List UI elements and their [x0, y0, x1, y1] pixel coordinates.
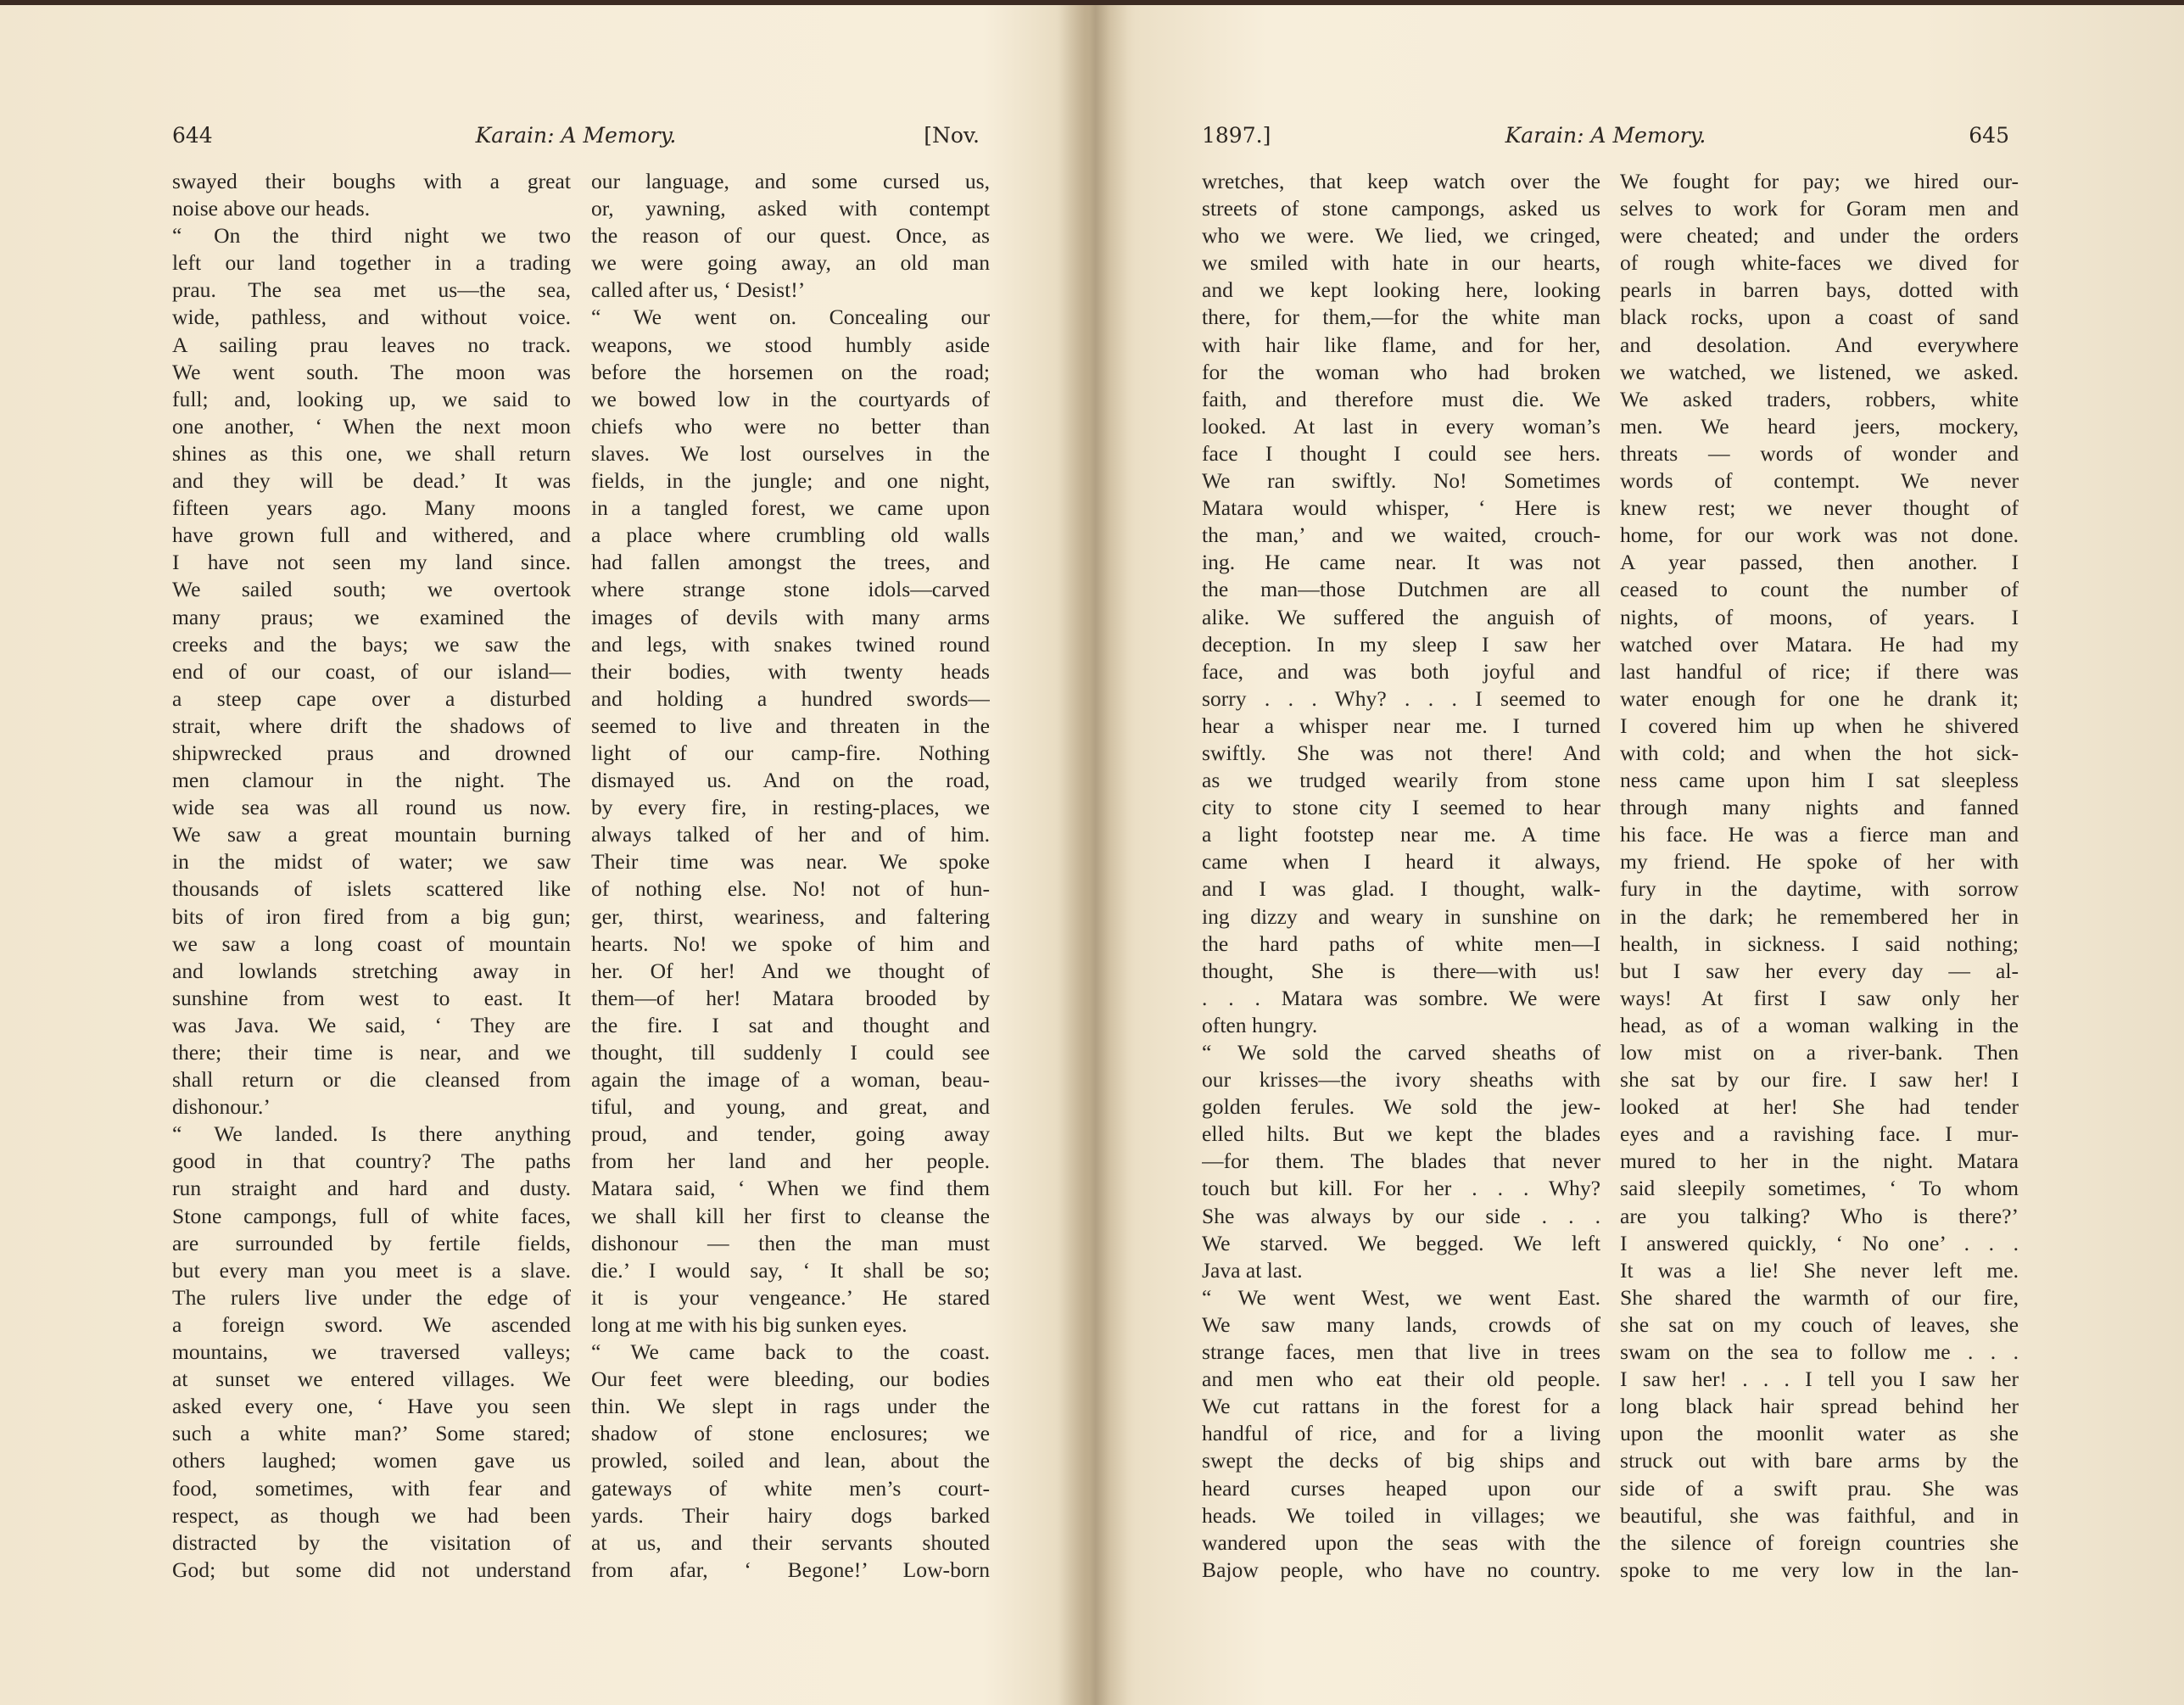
text-line: fury in the daytime, with sorrow: [1620, 876, 2019, 902]
text-line: mured to her in the night. Matara: [1620, 1149, 2019, 1174]
text-line: spoke to me very low in the lan-: [1620, 1557, 2019, 1582]
text-line: we shall kill her first to cleanse the: [591, 1203, 990, 1228]
text-line: my friend. He spoke of her with: [1620, 849, 2019, 875]
text-line: golden ferules. We sold the jew-: [1202, 1094, 1600, 1120]
text-line: but I saw her every day — al-: [1620, 958, 2019, 983]
text-line: tiful, and young, and great, and: [591, 1094, 990, 1120]
text-line: thousands of islets scattered like: [172, 876, 571, 902]
text-line: and desolation. And everywhere: [1620, 332, 2019, 357]
text-line: who we were. We lied, we cringed,: [1202, 223, 1600, 249]
text-line: we bowed low in the courtyards of: [591, 386, 990, 411]
text-line: many praus; we examined the: [172, 604, 571, 629]
text-line: full; and, looking up, we said to: [172, 386, 571, 411]
text-line: . . . Matara was sombre. We were: [1202, 985, 1600, 1010]
text-line: We cut rattans in the forest for a: [1202, 1394, 1600, 1419]
text-line: wretches, that keep watch over the: [1202, 169, 1600, 193]
text-line: bits of iron fired from a big gun;: [172, 903, 571, 929]
text-line: weapons, we stood humbly aside: [591, 332, 990, 357]
text-line: head, as of a woman walking in the: [1620, 1012, 2019, 1037]
text-line: faith, and therefore must die. We: [1202, 386, 1600, 411]
text-line: swayed their boughs with a great: [172, 169, 571, 193]
text-line: before the horsemen on the road;: [591, 359, 990, 384]
text-column-1: [1202, 168, 1600, 1584]
text-line: We saw many lands, crowds of: [1202, 1311, 1600, 1337]
text-line: dishonour.’: [172, 1094, 271, 1120]
text-line: are you talking? Who is there?’: [1620, 1203, 2019, 1228]
text-line: are surrounded by fertile fields,: [172, 1230, 571, 1255]
text-line: ing. He came near. It was not: [1202, 550, 1600, 575]
text-line: ness came upon him I sat sleepless: [1620, 768, 2019, 793]
text-line: seemed to live and threaten in the: [591, 713, 990, 738]
text-line: respect, as though we had been: [172, 1502, 571, 1528]
text-line: thought, She is there—with us!: [1202, 958, 1600, 983]
running-title: Karain: A Memory.: [1505, 123, 1706, 148]
text-line: swam on the sea to follow me . . .: [1620, 1339, 2019, 1365]
text-line: wandered upon the seas with the: [1202, 1529, 1600, 1555]
text-line: gateways of white men’s court-: [591, 1475, 990, 1501]
text-line: them—of her! Matara brooded by: [591, 985, 990, 1010]
text-line: images of devils with many arms: [591, 604, 990, 629]
text-line: shadow of stone enclosures; we: [591, 1421, 990, 1446]
text-line: God; but some did not understand: [172, 1557, 571, 1582]
text-line: she sat by our fire. I saw her! I: [1620, 1067, 2019, 1093]
text-line: Matara would whisper, ‘ Here is: [1202, 495, 1600, 521]
text-line: pearls in barren bays, dotted with: [1620, 277, 2019, 303]
text-line: low mist on a river-bank. Then: [1620, 1040, 2019, 1065]
text-line: Our feet were bleeding, our bodies: [591, 1367, 990, 1392]
text-line: it is your vengeance.’ He stared: [591, 1284, 990, 1310]
text-line: Stone campongs, full of white faces,: [172, 1203, 571, 1228]
text-line: deception. In my sleep I saw her: [1202, 631, 1600, 657]
text-line: upon the moonlit water as she: [1620, 1421, 2019, 1446]
text-line: handful of rice, and for a living: [1202, 1421, 1600, 1446]
text-line: such a white man?’ Some stared;: [172, 1421, 571, 1446]
text-line: for the woman who had broken: [1202, 359, 1600, 384]
text-line: “ We came back to the coast.: [591, 1339, 990, 1365]
text-line: with cold; and when the hot sick-: [1620, 740, 2019, 765]
text-line: and they will be dead.’ It was: [172, 468, 571, 494]
text-line: shipwrecked praus and drowned: [172, 740, 571, 765]
text-line: selves to work for Goram men and: [1620, 196, 2019, 221]
text-line: came when I heard it always,: [1202, 849, 1600, 875]
text-line: dismayed us. And on the road,: [591, 768, 990, 793]
text-line: The rulers live under the edge of: [172, 1284, 571, 1310]
text-line: end of our coast, of our island—: [172, 658, 571, 684]
text-line: knew rest; we never thought of: [1620, 495, 2019, 521]
text-line: a light footstep near me. A time: [1202, 822, 1600, 847]
text-line: his face. He was a fierce man and: [1620, 822, 2019, 847]
text-line: “ We landed. Is there anything: [172, 1121, 571, 1147]
text-line: die.’ I would say, ‘ It shall be so;: [591, 1257, 990, 1283]
text-line: and lowlands stretching away in: [172, 958, 571, 983]
text-line: light of our camp-fire. Nothing: [591, 740, 990, 765]
text-line: words of contempt. We never: [1620, 468, 2019, 494]
text-line: by every fire, in resting-places, we: [591, 795, 990, 820]
text-line: called after us, ‘ Desist!’: [591, 277, 806, 303]
text-line: hearts. No! we spoke of him and: [591, 931, 990, 956]
text-line: We asked traders, robbers, white: [1620, 386, 2019, 411]
text-line: I saw her! . . . I tell you I saw her: [1620, 1367, 2019, 1392]
text-line: we smiled with hate in our hearts,: [1202, 250, 1600, 276]
text-line: the man—those Dutchmen are all: [1202, 577, 1600, 602]
text-line: where strange stone idols—carved: [591, 577, 990, 602]
text-line: with hair like flame, and for her,: [1202, 332, 1600, 357]
text-line: creeks and the bays; we saw the: [172, 631, 571, 657]
text-line: a foreign sword. We ascended: [172, 1311, 571, 1337]
text-line: streets of stone campongs, asked us: [1202, 196, 1600, 221]
text-line: Java at last.: [1202, 1257, 1303, 1283]
text-line: strait, where drift the shadows of: [172, 713, 571, 738]
text-line: others laughed; women gave us: [172, 1448, 571, 1473]
text-line: elled hilts. But we kept the blades: [1202, 1121, 1600, 1147]
running-date: 1897.]: [1202, 123, 1271, 148]
text-line: looked at her! She had tender: [1620, 1094, 2019, 1120]
text-line: their bodies, with twenty heads: [591, 658, 990, 684]
text-line: in a tangled forest, we came upon: [591, 495, 990, 521]
text-line: our krisses—the ivory sheaths with: [1202, 1067, 1600, 1093]
text-line: men clamour in the night. The: [172, 768, 571, 793]
text-column-2: [591, 168, 990, 1584]
text-line: or, yawning, asked with contempt: [591, 196, 990, 221]
text-line: ing dizzy and weary in sunshine on: [1202, 903, 1600, 929]
text-line: side of a swift prau. She was: [1620, 1475, 2019, 1501]
text-line: chiefs who were no better than: [591, 413, 990, 439]
text-line: We saw a great mountain burning: [172, 822, 571, 847]
text-line: wide sea was all round us now.: [172, 795, 571, 820]
text-line: often hungry.: [1202, 1012, 1318, 1037]
text-line: slaves. We lost ourselves in the: [591, 440, 990, 466]
text-line: asked every one, ‘ Have you seen: [172, 1394, 571, 1419]
text-line: said sleepily sometimes, ‘ To whom: [1620, 1176, 2019, 1201]
text-line: good in that country? The paths: [172, 1149, 571, 1174]
running-date: [Nov.: [924, 123, 980, 148]
text-line: long black hair spread behind her: [1620, 1394, 2019, 1419]
text-line: noise above our heads.: [172, 196, 371, 221]
text-line: hear a whisper near me. I turned: [1202, 713, 1600, 738]
text-line: “ We went West, we went East.: [1202, 1284, 1600, 1310]
text-line: the reason of our quest. Once, as: [591, 223, 990, 249]
text-line: from afar, ‘ Begone!’ Low-born: [591, 1557, 990, 1582]
text-column-2: [1620, 168, 2019, 1584]
text-line: water enough for one he drank it;: [1620, 685, 2019, 711]
text-line: there; their time is near, and we: [172, 1040, 571, 1065]
text-line: thin. We slept in rags under the: [591, 1394, 990, 1419]
text-line: run straight and hard and dusty.: [172, 1176, 571, 1201]
text-line: prowled, soiled and lean, about the: [591, 1448, 990, 1473]
text-line: watched over Matara. He had my: [1620, 631, 2019, 657]
page-number: 644: [172, 123, 213, 148]
text-line: A year passed, then another. I: [1620, 550, 2019, 575]
running-head-right: [1202, 119, 2009, 153]
text-line: threats — words of wonder and: [1620, 440, 2019, 466]
text-line: a place where crumbling old walls: [591, 523, 990, 548]
text-line: we watched, we listened, we asked.: [1620, 359, 2019, 384]
text-line: ceased to count the number of: [1620, 577, 2019, 602]
text-line: have grown full and withered, and: [172, 523, 571, 548]
text-line: men. We heard jeers, mockery,: [1620, 413, 2019, 439]
text-line: nights, of moons, of years. I: [1620, 604, 2019, 629]
text-line: face I thought I could see hers.: [1202, 440, 1600, 466]
text-line: were cheated; and under the orders: [1620, 223, 2019, 249]
text-line: the fire. I sat and thought and: [591, 1012, 990, 1037]
text-line: black rocks, upon a coast of sand: [1620, 305, 2019, 330]
text-line: swiftly. She was not there! And: [1202, 740, 1600, 765]
right-page: [1107, 5, 2184, 1705]
text-line: alike. We suffered the anguish of: [1202, 604, 1600, 629]
page-number: 645: [1969, 123, 2009, 148]
text-line: We sailed south; we overtook: [172, 577, 571, 602]
text-line: fifteen years ago. Many moons: [172, 495, 571, 521]
text-column-1: [172, 168, 571, 1584]
text-line: touch but kill. For her . . . Why?: [1202, 1176, 1600, 1201]
text-line: of nothing else. No! not of hun-: [591, 876, 990, 902]
text-line: heads. We toiled in villages; we: [1202, 1502, 1600, 1528]
text-line: last handful of rice; if there was: [1620, 658, 2019, 684]
text-line: yards. Their hairy dogs barked: [591, 1502, 990, 1528]
text-line: and legs, with snakes twined round: [591, 631, 990, 657]
text-line: fields, in the jungle; and one night,: [591, 468, 990, 494]
text-line: she sat on my couch of leaves, she: [1620, 1311, 2019, 1337]
text-line: We fought for pay; we hired our-: [1620, 169, 2019, 193]
text-line: and we kept looking here, looking: [1202, 277, 1600, 303]
text-line: was Java. We said, ‘ They are: [172, 1012, 571, 1037]
text-line: ger, thirst, weariness, and faltering: [591, 903, 990, 929]
text-line: the silence of foreign countries she: [1620, 1529, 2019, 1555]
text-line: She was always by our side . . .: [1202, 1203, 1600, 1228]
text-line: ways! At first I saw only her: [1620, 985, 2019, 1010]
text-line: face, and was both joyful and: [1202, 658, 1600, 684]
text-line: as we trudged wearily from stone: [1202, 768, 1600, 793]
text-line: We went south. The moon was: [172, 359, 571, 384]
text-line: at us, and their servants shouted: [591, 1529, 990, 1555]
text-line: I have not seen my land since.: [172, 550, 571, 575]
text-line: one another, ‘ When the next moon: [172, 413, 571, 439]
text-line: the man,’ and we waited, crouch-: [1202, 523, 1600, 548]
text-line: but every man you meet is a slave.: [172, 1257, 571, 1283]
running-title: Karain: A Memory.: [475, 123, 677, 148]
text-line: prau. The sea met us—the sea,: [172, 277, 571, 303]
text-line: I answered quickly, ‘ No one’ . . .: [1620, 1230, 2019, 1255]
text-line: from her land and her people.: [591, 1149, 990, 1174]
text-line: Bajow people, who have no country.: [1202, 1557, 1600, 1582]
text-line: city to stone city I seemed to hear: [1202, 795, 1600, 820]
text-line: at sunset we entered villages. We: [172, 1367, 571, 1392]
text-line: and I was glad. I thought, walk-: [1202, 876, 1600, 902]
text-line: beautiful, she was faithful, and in: [1620, 1502, 2019, 1528]
text-line: struck out with bare arms by the: [1620, 1448, 2019, 1473]
text-line: proud, and tender, going away: [591, 1121, 990, 1147]
text-line: A sailing prau leaves no track.: [172, 332, 571, 357]
text-line: “ We went on. Concealing our: [591, 305, 990, 330]
text-line: distracted by the visitation of: [172, 1529, 571, 1555]
text-line: food, sometimes, with fear and: [172, 1475, 571, 1501]
text-line: It was a lie! She never left me.: [1620, 1257, 2019, 1283]
text-line: the hard paths of white men—I: [1202, 931, 1600, 956]
text-line: —for them. The blades that never: [1202, 1149, 1600, 1174]
text-line: strange faces, men that live in trees: [1202, 1339, 1600, 1365]
book-spread: [0, 5, 2184, 1705]
text-line: again the image of a woman, beau-: [591, 1067, 990, 1093]
text-line: in the midst of water; we saw: [172, 849, 571, 875]
running-head-left: [172, 119, 980, 153]
text-line: sorry . . . Why? . . . I seemed to: [1202, 685, 1600, 711]
text-line: We starved. We begged. We left: [1202, 1230, 1600, 1255]
text-line: had fallen amongst the trees, and: [591, 550, 990, 575]
text-line: We ran swiftly. No! Sometimes: [1202, 468, 1600, 494]
text-line: wide, pathless, and without voice.: [172, 305, 571, 330]
text-line: shines as this one, we shall return: [172, 440, 571, 466]
text-line: our language, and some cursed us,: [591, 169, 990, 193]
text-line: and men who eat their old people.: [1202, 1367, 1600, 1392]
text-line: in the dark; he remembered her in: [1620, 903, 2019, 929]
left-page: [0, 5, 1077, 1705]
text-line: and holding a hundred swords—: [591, 685, 990, 711]
text-line: there, for them,—for the white man: [1202, 305, 1600, 330]
text-line: we were going away, an old man: [591, 250, 990, 276]
text-line: sunshine from west to east. It: [172, 985, 571, 1010]
text-line: of rough white-faces we dived for: [1620, 250, 2019, 276]
text-line: shall return or die cleansed from: [172, 1067, 571, 1093]
text-line: “ We sold the carved sheaths of: [1202, 1040, 1600, 1065]
text-line: home, for our work was not done.: [1620, 523, 2019, 548]
text-line: long at me with his big sunken eyes.: [591, 1311, 908, 1337]
text-line: left our land together in a trading: [172, 250, 571, 276]
text-line: heard curses heaped upon our: [1202, 1475, 1600, 1501]
text-line: always talked of her and of him.: [591, 822, 990, 847]
text-line: a steep cape over a disturbed: [172, 685, 571, 711]
text-line: mountains, we traversed valleys;: [172, 1339, 571, 1365]
text-line: swept the decks of big ships and: [1202, 1448, 1600, 1473]
text-line: health, in sickness. I said nothing;: [1620, 931, 2019, 956]
text-line: I covered him up when he shivered: [1620, 713, 2019, 738]
text-line: her. Of her! And we thought of: [591, 958, 990, 983]
text-line: “ On the third night we two: [172, 223, 571, 249]
text-line: looked. At last in every woman’s: [1202, 413, 1600, 439]
text-line: thought, till suddenly I could see: [591, 1040, 990, 1065]
text-line: She shared the warmth of our fire,: [1620, 1284, 2019, 1310]
text-line: dishonour — then the man must: [591, 1230, 990, 1255]
text-line: eyes and a ravishing face. I mur-: [1620, 1121, 2019, 1147]
text-line: we saw a long coast of mountain: [172, 931, 571, 956]
text-line: through many nights and fanned: [1620, 795, 2019, 820]
text-line: Matara said, ‘ When we find them: [591, 1176, 990, 1201]
text-line: Their time was near. We spoke: [591, 849, 990, 875]
